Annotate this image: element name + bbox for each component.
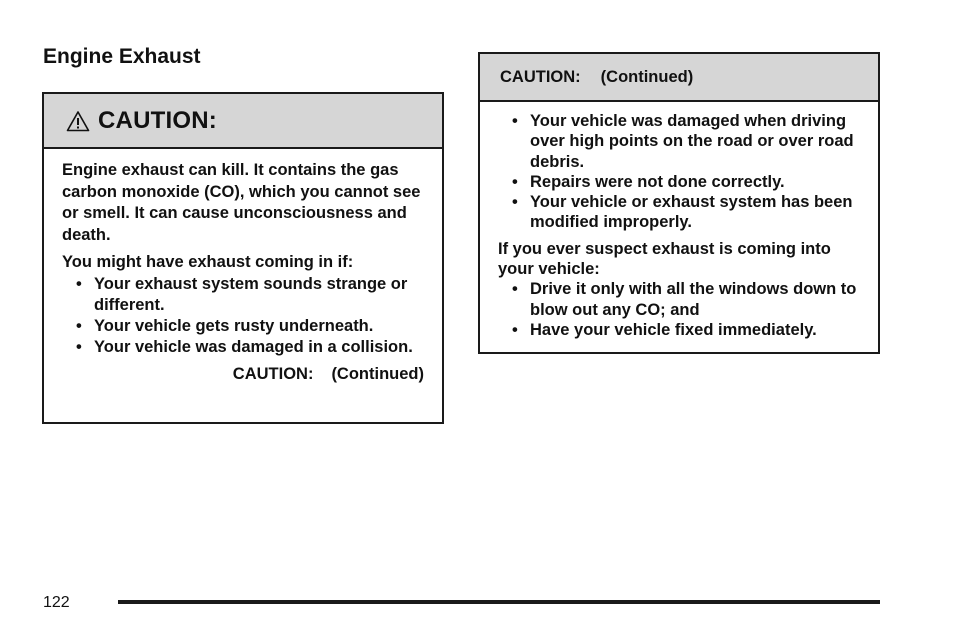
bullet-icon: •: [512, 280, 518, 299]
caution-label: CAUTION:: [500, 67, 581, 86]
warning-triangle-icon: [66, 110, 90, 132]
caution-continued-header: [480, 54, 878, 102]
bullet-icon: •: [76, 317, 82, 335]
caution-box-main: [42, 92, 444, 424]
footer-divider: [118, 600, 880, 604]
list-item: • Have your vehicle fixed immediately.: [512, 320, 817, 339]
caution-header: [44, 94, 442, 149]
caution-label: CAUTION:: [98, 106, 217, 134]
list-item: • Your vehicle was damaged when driving over high points on the road or over road debris.: [512, 112, 854, 171]
list-item: • Your vehicle was damaged in a collision.: [76, 338, 413, 356]
list-item: • Repairs were not done correctly.: [512, 172, 785, 191]
section-title: Engine Exhaust: [43, 45, 201, 68]
bullet-list: [512, 279, 860, 340]
page-number: 122: [43, 594, 70, 611]
bullet-icon: •: [512, 320, 518, 339]
list-item: • Your vehicle or exhaust system has been modified improperly.: [512, 193, 853, 232]
bullet-icon: •: [512, 172, 518, 191]
continued-label: (Continued): [600, 67, 694, 86]
bullet-icon: •: [512, 193, 518, 212]
caution-body: [480, 102, 878, 340]
bullet-icon: •: [512, 112, 518, 130]
caution-body: [44, 149, 442, 385]
bullet-icon: •: [76, 275, 82, 293]
bullet-list: [76, 274, 424, 358]
caution-box-continued: [478, 52, 880, 354]
caution-lead: If you ever suspect exhaust is coming into your vehicle:: [498, 239, 831, 279]
list-item: • Your vehicle gets rusty underneath.: [76, 317, 374, 335]
continued-note: CAUTION: (Continued): [232, 365, 424, 383]
list-item: • Your exhaust system sounds strange or different.: [76, 275, 408, 314]
bullet-icon: •: [76, 338, 82, 356]
caution-intro: Engine exhaust can kill. It contains the gas carbon monoxide (CO), which you cannot see or smell. It can cause unconsciousness and death.: [62, 161, 421, 244]
bullet-list: [512, 111, 860, 233]
caution-lead: You might have exhaust coming in if:: [62, 253, 354, 271]
list-item: • Drive it only with all the windows down to blow out any CO; and: [512, 280, 857, 319]
